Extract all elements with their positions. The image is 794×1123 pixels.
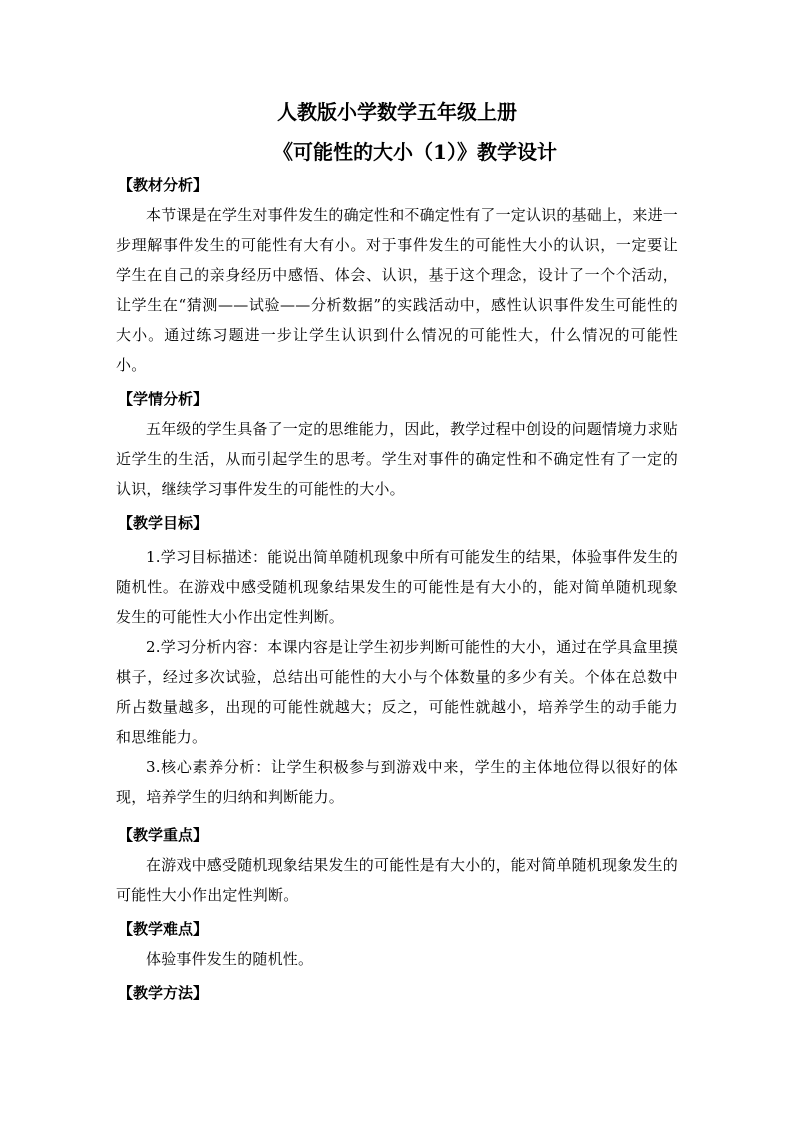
section-paragraph: 本节课是在学生对事件发生的确定性和不确定性有了一定认识的基础上，来进一步理解事件发生的可能性有大有小。对于事件发生的可能性大小的认识，一定要让学生在自己的亲身经历中感悟、体会、认识，基于这个理念，设计了一个个活动，让学生在“猜测——试验——分析数据”的实践活动中，感性认识事件发生可能性的大小。通过练习题进一步让学生认识到什么情况的可能性大，什么情况的可能性小。 [116,206,679,374]
section-teaching-method [116,978,678,1008]
section-paragraph: 3.核心素养分析：让学生积极参与到游戏中来，学生的主体地位得以很好的体现，培养学生的归纳和判断能力。 [116,758,678,806]
section-paragraph: 五年级的学生具备了一定的思维能力，因此，教学过程中创设的问题情境力求贴近学生的生活，从而引起学生的思考。学生对事件的确定性和不确定性有了一定的认识，继续学习事件发生的可能性的大小。 [116,420,679,498]
section-teaching-difficulty [116,914,678,974]
section-heading: 【教材分析】 [118,176,209,194]
section-teaching-goals [116,508,678,812]
section-heading: 【教学目标】 [118,514,209,532]
section-student-analysis [116,384,678,504]
section-textbook-analysis [116,170,678,380]
section-heading: 【学情分析】 [118,390,209,408]
document-title: 人教版小学数学五年级上册 [277,100,517,124]
section-paragraph: 在游戏中感受随机现象结果发生的可能性是有大小的，能对简单随机现象发生的可能性大小作出定性判断。 [116,856,679,904]
section-paragraph: 2.学习分析内容：本课内容是让学生初步判断可能性的大小，通过在学具盒里摸棋子，经过多次试验，总结出可能性的大小与个体数量的多少有关。个体在总数中所占数量越多，出现的可能性就越大；反之，可能性就越小，培养学生的动手能力和思维能力。 [116,638,678,746]
document-subtitle: 《可能性的大小（1）》教学设计 [273,140,557,164]
section-heading: 【教学方法】 [118,984,209,1002]
section-paragraph: 1.学习目标描述：能说出简单随机现象中所有可能发生的结果，体验事件发生的随机性。在游戏中感受随机现象结果发生的可能性是有大小的，能对简单随机现象发生的可能性大小作出定性判断。 [116,548,678,626]
document-page [116,88,678,1008]
section-heading: 【教学重点】 [118,826,209,844]
section-teaching-focus [116,820,678,910]
section-paragraph: 体验事件发生的随机性。 [146,950,314,968]
section-heading: 【教学难点】 [118,920,209,938]
